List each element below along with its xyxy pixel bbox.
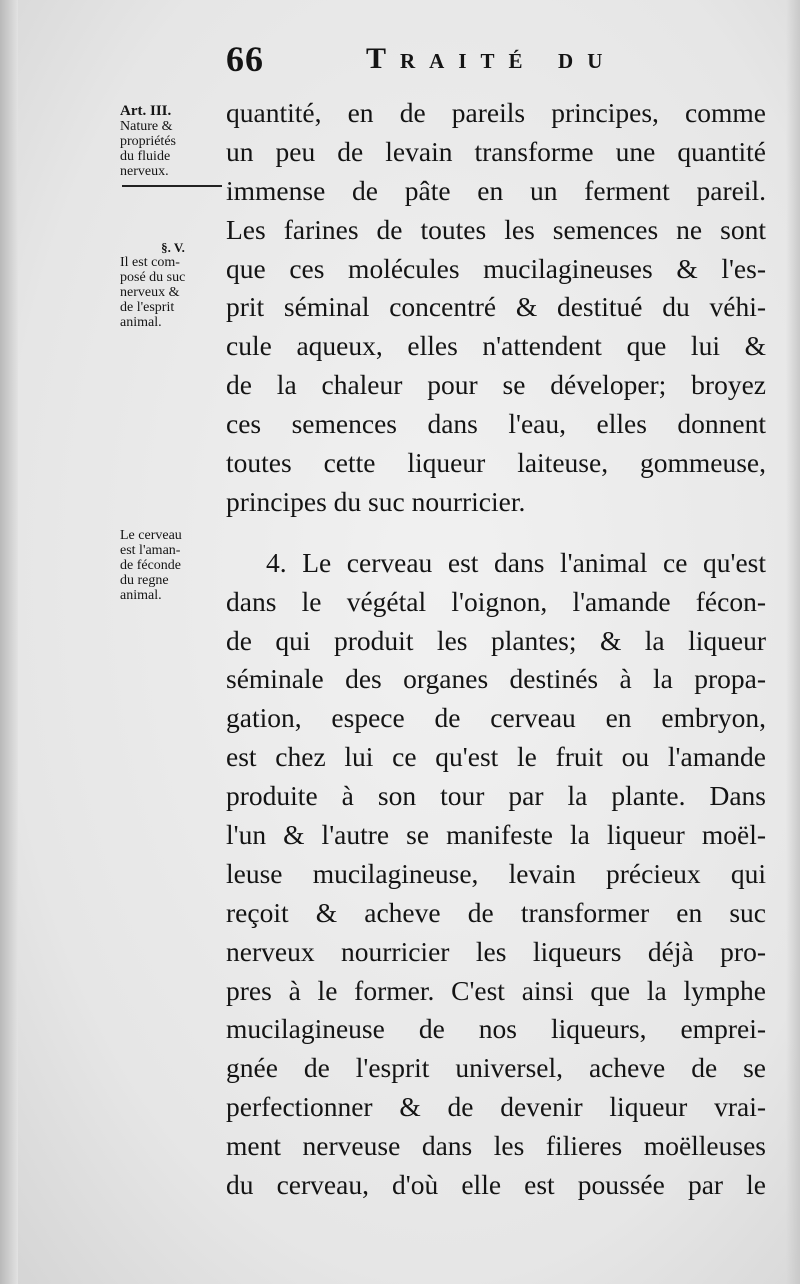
text-line: un peu de levain transforme une quantité [226, 135, 766, 167]
text-line: Les farines de toutes les semences ne sont [226, 213, 766, 245]
article-label: Art. III. [120, 103, 172, 119]
text-line: perfectionner & de devenir liqueur vrai- [226, 1091, 766, 1123]
text-line: nerveux nourricier les liqueurs déjà pro- [226, 935, 766, 967]
text-line: 4. Le cerveau est dans l'animal ce qu'est [266, 546, 766, 578]
text-line: de qui produit les plantes; & la liqueur [226, 624, 766, 656]
text-line: prit séminal concentré & destitué du véhi- [226, 291, 766, 323]
page-number: 66 [226, 39, 264, 79]
margin-note-line: nerveux & [120, 285, 180, 300]
text-line: produite à son tour par la plante. Dans [226, 780, 766, 812]
page-gutter-shadow [0, 0, 18, 1284]
text-line: ces semences dans l'eau, elles donnent [226, 408, 766, 440]
page-edge-shadow [786, 0, 800, 1284]
margin-note-line: du fluide [120, 149, 171, 164]
margin-note-line: animal. [120, 588, 162, 603]
paragraph-1 [226, 94, 766, 522]
text-line: leuse mucilagineuse, levain précieux qui [226, 857, 766, 889]
margin-note-line: propriétés [120, 134, 176, 149]
margin-note-section [120, 240, 226, 330]
margin-note-line: de féconde [120, 558, 182, 573]
margin-note-brain [120, 528, 226, 603]
text-line: l'un & l'autre se manifeste la liqueur moël- [226, 819, 766, 851]
body-text [226, 94, 766, 1205]
margin-note-line: animal. [120, 315, 162, 330]
paragraph-spacer [226, 522, 766, 544]
section-number: §. V. [161, 240, 185, 255]
text-line: gnée de l'esprit universel, acheve de se [226, 1052, 766, 1084]
text-line: mucilagineuse de nos liqueurs, emprei- [226, 1013, 766, 1045]
margin-note-line: Il est com- [120, 255, 180, 270]
running-title: Traité du [366, 42, 617, 75]
text-line: principes du suc nourricier. [226, 485, 526, 517]
text-line: ment nerveuse dans les filieres moëlleuses [226, 1130, 766, 1162]
margin-rule [122, 185, 222, 187]
margin-note-line: est l'aman- [120, 543, 181, 558]
margin-note-line: posé du suc [120, 270, 186, 285]
margin-note-line: de l'esprit [120, 300, 175, 315]
text-line: gation, espece de cerveau en embryon, [226, 702, 766, 734]
margin-note-line: Nature & [120, 119, 173, 134]
text-line: toutes cette liqueur laiteuse, gommeuse, [226, 447, 766, 479]
text-line: immense de pâte en un ferment pareil. [226, 174, 766, 206]
margin-note-line: nerveux. [120, 164, 169, 179]
text-line: pres à le former. C'est ainsi que la lymphe [226, 974, 766, 1006]
text-line: séminale des organes destinés à la propa- [226, 663, 766, 695]
margin-note-line: du regne [120, 573, 169, 588]
text-line: du cerveau, d'où elle est poussée par le [226, 1169, 766, 1201]
page-header [226, 38, 766, 88]
margin-note-line: Le cerveau [120, 528, 182, 543]
text-line: est chez lui ce qu'est le fruit ou l'amande [226, 741, 766, 773]
text-line: dans le végétal l'oignon, l'amande fécon- [226, 585, 766, 617]
text-line: de la chaleur pour se déveloper; broyez [226, 369, 766, 401]
text-line: quantité, en de pareils principes, comme [226, 97, 766, 128]
margin-note-article [120, 104, 226, 187]
text-line: reçoit & acheve de transformer en suc [226, 896, 766, 928]
text-line: cule aqueux, elles n'attendent que lui & [226, 330, 766, 362]
paragraph-2 [226, 544, 766, 1205]
text-line: que ces molécules mucilagineuses & l'es- [226, 252, 766, 284]
